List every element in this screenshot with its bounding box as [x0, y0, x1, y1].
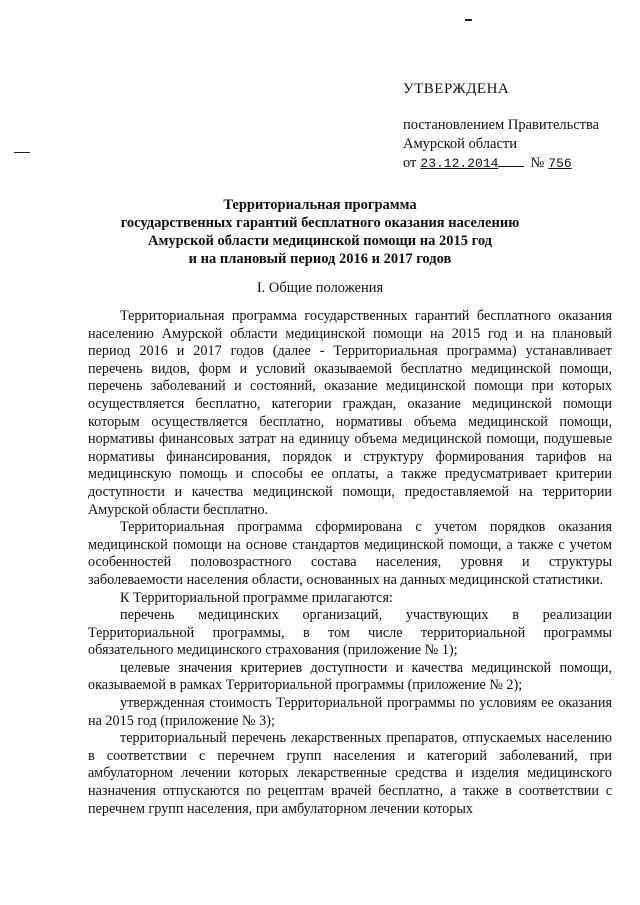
- decree-date: 23.12.2014: [420, 156, 499, 171]
- paragraph: К Территориальной программе прилагаются:: [120, 589, 393, 606]
- paragraph: перечень медицинских организаций, участвующих в реализации Территориальной программы, в том числе территориальной программы обязательного медицинского страхования (приложение № 1);: [88, 607, 612, 659]
- paragraph: территориальный перечень лекарственных препаратов, отпускаемых населению в соответствии с перечнем групп населения и категорий заболеваний, при амбулаторном лечении которых лекарственные средства и изделия медицинского назначения отпускаются по рецептам врачей бесплатно, а также в соответствии с перечнем групп населения, при амбулаторном лечении которых: [88, 730, 612, 817]
- title-line-2: государственных гарантий бесплатного оказания населению: [120, 215, 520, 231]
- document-title: [110, 196, 530, 268]
- scan-mark-top: [465, 19, 472, 21]
- approval-heading: УТВЕРЖДЕНА: [403, 81, 510, 97]
- underline-gap: [498, 154, 524, 167]
- document-body: [88, 308, 612, 818]
- section-heading: I. Общие положения: [256, 280, 384, 296]
- title-line-4: и на плановый период 2016 и 2017 годов: [188, 251, 452, 267]
- date-prefix: от: [403, 155, 417, 171]
- approval-stamp: [403, 80, 635, 173]
- approval-line-2: Амурской области: [403, 136, 517, 152]
- title-line-1: Территориальная программа: [223, 197, 417, 213]
- paragraph: Территориальная программа сформирована с учетом порядков оказания медицинской помощи на основе стандартов медицинской помощи, а также с учетом особенностей половозрастного состава населения, уровня и структуры заболеваемости населения области, основанных на данных медицинской статистики.: [88, 519, 612, 588]
- decree-date-number: [403, 154, 635, 173]
- title-line-3: Амурской области медицинской помощи на 2015 год: [148, 233, 492, 249]
- paragraph: Территориальная программа государственных гарантий бесплатного оказания населению Амурской области медицинской помощи на 2015 год и на плановый период 2016 и 2017 годов (далее - Территориальная программа) устанавливает перечень видов, форм и условий оказываемой бесплатно медицинской помощи, перечень заболеваний и состояний, оказание медицинской помощи при которых осуществляется бесплатно, категории граждан, оказание медицинской помощи которым осуществляется бесплатно, нормативы объема медицинской помощи, нормативы финансовых затрат на единицу объема медицинской помощи, подушевые нормативы финансирования, порядок и структуру формирования тарифов на медицинскую помощь и способы ее оплаты, а также предусматривает критерии доступности и качества медицинской помощи, предоставляемой на территории Амурской области бесплатно.: [88, 308, 612, 518]
- paragraph: утвержденная стоимость Территориальной программы по условиям ее оказания на 2015 год (приложение № 3);: [88, 695, 612, 729]
- approval-line-1: постановлением Правительства: [403, 117, 600, 133]
- decree-number: 756: [548, 156, 572, 171]
- paragraph: целевые значения критериев доступности и качества медицинской помощи, оказываемой в рамках Территориальной программы (приложение № 2);: [88, 659, 612, 694]
- number-label: №: [530, 155, 545, 171]
- scan-mark-left: [14, 152, 30, 153]
